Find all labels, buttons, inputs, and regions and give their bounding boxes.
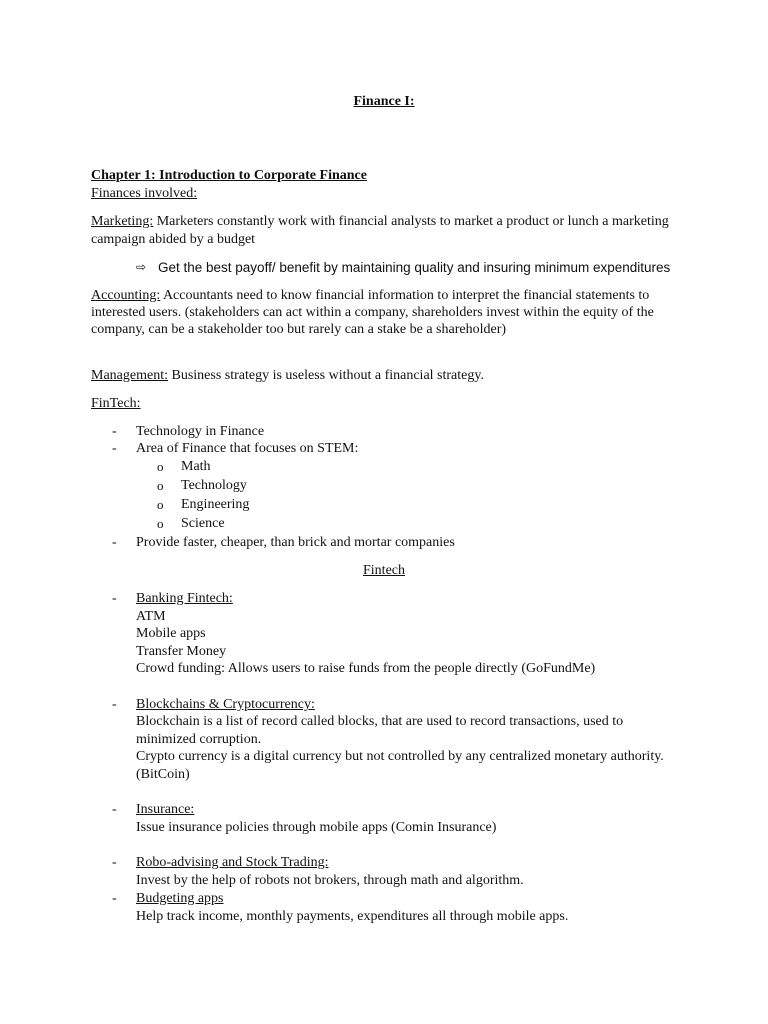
fintech-item-1: Technology in Finance xyxy=(136,424,265,439)
management-label: Management: xyxy=(91,368,168,383)
robo-label: Robo-advising and Stock Trading: xyxy=(136,855,329,870)
circle-bullet: o xyxy=(157,516,164,531)
finances-involved-label: Finances involved: xyxy=(91,186,198,201)
marketing-text-continued: campaign abided by a budget xyxy=(91,232,256,247)
dash-bullet: - xyxy=(112,424,117,439)
arrow-bullet-icon: ⇨ xyxy=(136,260,147,274)
management-paragraph xyxy=(91,367,671,385)
banking-line: Crowd funding: Allows users to raise funds from the people directly (GoFundMe) xyxy=(136,661,596,676)
banking-line: Mobile apps xyxy=(136,626,206,641)
dash-bullet: - xyxy=(112,697,117,712)
circle-bullet: o xyxy=(157,478,164,493)
marketing-paragraph xyxy=(91,213,671,231)
budgeting-line: Help track income, monthly payments, expenditures all through mobile apps. xyxy=(136,909,569,924)
banking-label: Banking Fintech: xyxy=(136,591,233,606)
blockchain-line: Crypto currency is a digital currency but not controlled by any centralized monetary authority. xyxy=(136,749,664,764)
blockchain-line: (BitCoin) xyxy=(136,767,190,782)
stem-item-science: Science xyxy=(181,516,225,531)
stem-item-technology: Technology xyxy=(181,478,247,493)
fintech-item-2: Area of Finance that focuses on STEM: xyxy=(136,441,359,456)
budgeting-label: Budgeting apps xyxy=(136,891,224,906)
circle-bullet: o xyxy=(157,459,164,474)
dash-bullet: - xyxy=(112,891,117,906)
marketing-label: Marketing: xyxy=(91,214,154,229)
accounting-paragraph xyxy=(91,287,671,305)
robo-line: Invest by the help of robots not brokers, through math and algorithm. xyxy=(136,873,524,888)
fintech-section-heading: Fintech xyxy=(363,563,405,578)
blockchain-line: minimized corruption. xyxy=(136,732,262,747)
fintech-item-3: Provide faster, cheaper, than brick and mortar companies xyxy=(136,535,455,550)
marketing-point: Get the best payoff/ benefit by maintaining quality and insuring minimum expenditures xyxy=(158,260,671,275)
dash-bullet: - xyxy=(112,441,117,456)
dash-bullet: - xyxy=(112,855,117,870)
dash-bullet: - xyxy=(112,802,117,817)
chapter-heading: Chapter 1: Introduction to Corporate Finance xyxy=(91,168,367,183)
blockchain-label: Blockchains & Cryptocurrency: xyxy=(136,697,315,712)
accounting-label: Accounting: xyxy=(91,288,161,303)
banking-line: ATM xyxy=(136,609,166,624)
dash-bullet: - xyxy=(112,591,117,606)
marketing-text: Marketers constantly work with financial analysts to market a product or lunch a marketing xyxy=(153,214,669,229)
stem-item-engineering: Engineering xyxy=(181,497,250,512)
dash-bullet: - xyxy=(112,535,117,550)
insurance-line: Issue insurance policies through mobile apps (Comin Insurance) xyxy=(136,820,497,835)
circle-bullet: o xyxy=(157,497,164,512)
document-title: Finance I: xyxy=(353,94,415,109)
accounting-text: Accountants need to know financial information to interpret the financial statements to xyxy=(160,288,650,303)
blockchain-line: Blockchain is a list of record called blocks, that are used to record transactions, used to xyxy=(136,714,624,729)
stem-item-math: Math xyxy=(181,459,211,474)
management-text: Business strategy is useless without a financial strategy. xyxy=(167,368,484,383)
accounting-text-line2: interested users. (stakeholders can act within a company, shareholders invest within the equity of the xyxy=(91,305,654,320)
banking-line: Transfer Money xyxy=(136,644,227,659)
accounting-text-line3: company, can be a stakeholder too but rarely can a stake be a shareholder) xyxy=(91,322,507,337)
insurance-label: Insurance: xyxy=(136,802,195,817)
fintech-label: FinTech: xyxy=(91,396,141,411)
